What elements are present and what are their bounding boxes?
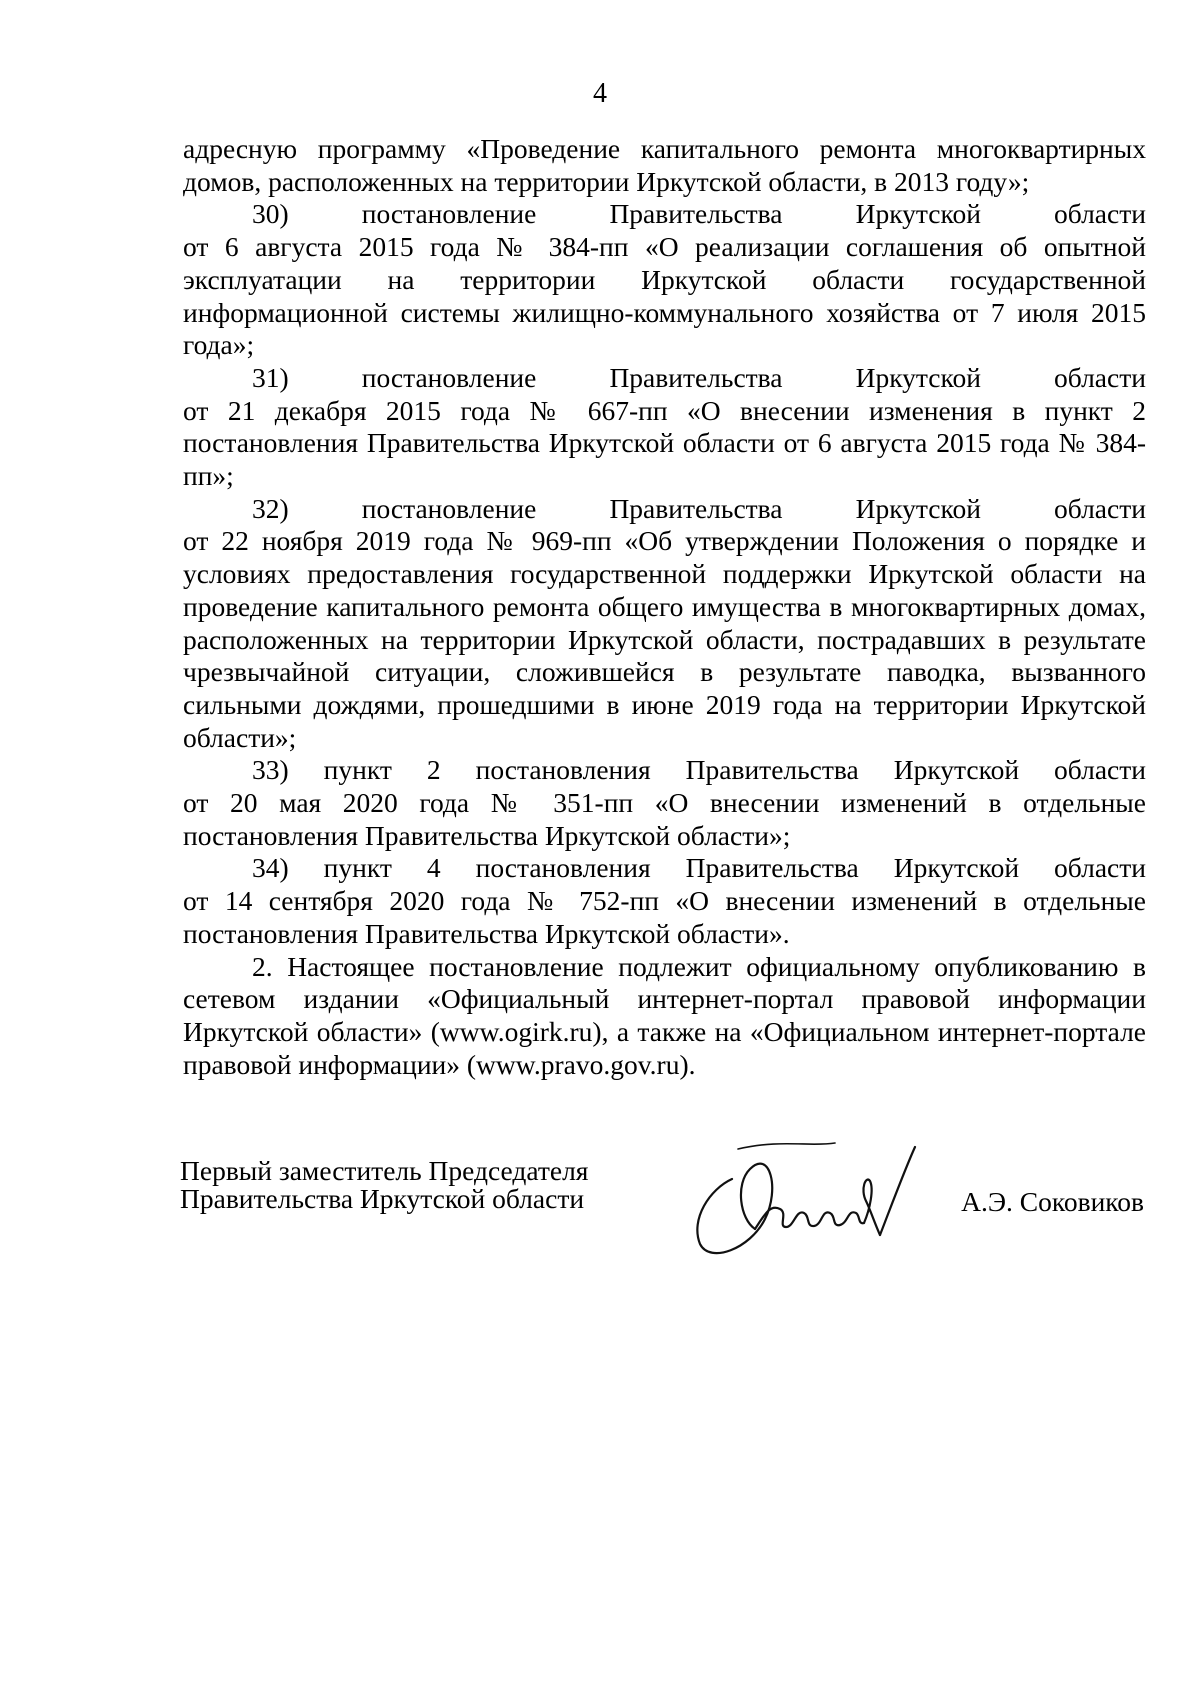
heading-word: Иркутской [855,492,981,524]
heading-word: области [1054,492,1146,524]
list-item-heading-row [183,493,1146,526]
list-item-30 [183,198,1146,362]
signature-block [0,1147,1200,1267]
heading-word: Правительства [685,852,859,884]
heading-word: постановление [361,198,537,230]
list-item-text: от 14 сентября 2020 года № 752-пп «О внесении изменений в отдельные постановления Правительства Иркутской области». [183,885,1146,949]
paragraph-intro: адресную программу «Проведение капитального ремонта многоквартирных домов, расположенных на территории Иркутской области, в 2013 году»; [183,133,1146,197]
list-item-heading-row [183,754,1146,787]
list-item-number: 34) [252,852,289,884]
heading-word: постановление [361,361,537,393]
heading-word: Правительства [609,492,783,524]
signatory-name: А.Э. Соковиков [961,1186,1144,1217]
heading-word: Правительства [609,361,783,393]
list-item-text: от 22 ноября 2019 года № 969-пп «Об утверждении Положения о порядке и условиях предоставления государственной поддержки Иркутской области на проведение капитального ремонта общего имущества в многоквартирных домах, расположенных на территории Иркутской области, пострадавших в результате чрезвычайной ситуации, сложившейся в результате паводка, вызванного сильными дождями, прошедшими в июне 2019 года на территории Иркутской области»; [183,525,1146,753]
list-item-heading-row [183,198,1146,231]
list-item-34 [183,852,1146,950]
heading-word: Иркутской [893,852,1020,884]
document-body [183,133,1146,1081]
heading-word: 4 [426,852,441,884]
list-item-33 [183,754,1146,852]
heading-word: области [1054,361,1146,393]
heading-word: пункт [323,852,392,884]
list-item-text: от 6 августа 2015 года № 384-пп «О реализации соглашения об опытной эксплуатации на территории Иркутской области государственной информационной системы жилищно-коммунального хозяйства от 7 июля 2015 года»; [183,231,1146,361]
list-item-number: 32) [252,492,289,524]
heading-word: Иркутской [855,198,981,230]
list-item-text: от 20 мая 2020 года № 351-пп «О внесении изменений в отдельные постановления Правительства Иркутской области»; [183,787,1146,851]
heading-word: постановление [361,492,537,524]
heading-word: Правительства [609,198,783,230]
heading-word: области [1054,852,1146,884]
list-item-heading-row [183,852,1146,885]
heading-word: постановления [475,754,651,786]
list-item-32 [183,493,1146,755]
signatory-position-line-2: Правительства Иркутской области [180,1183,585,1214]
list-item-heading-row [183,362,1146,395]
paragraph-publication: 2. Настоящее постановление подлежит официальному опубликованию в сетевом издании «Официальный интернет-портал правовой информации Иркутской области» (www.ogirk.ru), а также на «Официальном интернет-портале правовой информации» (www.pravo.gov.ru). [183,950,1146,1080]
page-number: 4 [593,78,607,109]
list-item-text: от 21 декабря 2015 года № 667-пп «О внесении изменения в пункт 2 постановления Правительства Иркутской области от 6 августа 2015 года № 384-пп»; [183,394,1146,492]
heading-word: области [1054,754,1146,786]
heading-word: Иркутской [855,361,981,393]
heading-word: области [1054,198,1146,230]
heading-word: пункт [323,754,392,786]
heading-word: Правительства [685,754,859,786]
signatory-position [180,1157,630,1213]
signatory-position-line-1: Первый заместитель Председателя [180,1155,589,1186]
list-item-number: 31) [252,361,289,393]
list-item-31 [183,362,1146,493]
heading-word: постановления [475,852,651,884]
heading-word: Иркутской [893,754,1020,786]
list-item-number: 33) [252,754,289,786]
handwritten-signature [670,1109,930,1259]
list-item-number: 30) [252,198,289,230]
heading-word: 2 [426,754,441,786]
